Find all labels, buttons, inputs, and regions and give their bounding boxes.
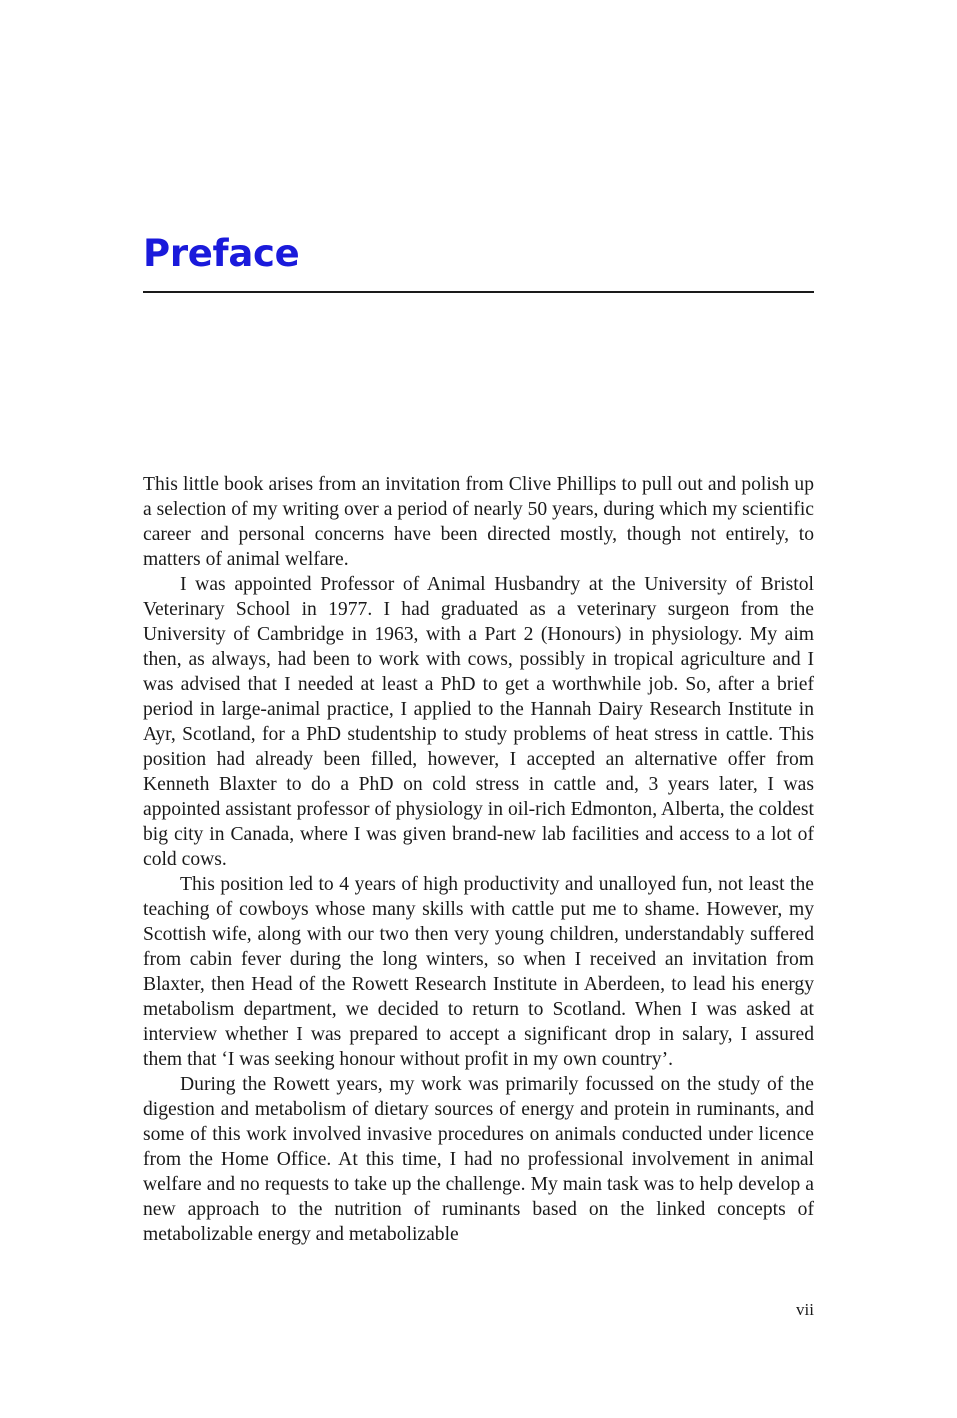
chapter-title: Preface <box>143 232 300 275</box>
paragraph: I was appointed Professor of Animal Husbandry at the University of Bristol Veterinary School in 1977. I had graduated as a veterinary surgeon from the University of Cambridge in 1963, with a Part 2 (Honours) in physiology. My aim then, as always, had been to work with cows, possibly in tropical agriculture and I was advised that I needed at least a PhD to get a worthwhile job. So, after a brief period in large-animal practice, I applied to the Hannah Dairy Research Institute in Ayr, Scotland, for a PhD studentship to study problems of heat stress in cattle. This position had already been filled, however, I accepted an alternative offer from Kenneth Blaxter to do a PhD on cold stress in cattle and, 3 years later, I was appointed assistant professor of physiology in oil-rich Edmonton, Alberta, the coldest big city in Canada, where I was given brand-new lab facilities and access to a lot of cold cows. <box>143 574 814 870</box>
body-text <box>143 472 814 1247</box>
paragraph: This position led to 4 years of high productivity and unalloyed fun, not least the teaching of cowboys whose many skills with cattle put me to shame. However, my Scottish wife, along with our two then very young children, understandably suffered from cabin fever during the long winters, so when I received an invitation from Blaxter, then Head of the Rowett Research Institute in Aberdeen, to lead his energy metabolism department, we decided to return to Scotland. When I was asked at interview whether I was prepared to accept a significant drop in salary, I assured them that ‘I was seeking honour without profit in my own country’. <box>143 874 814 1070</box>
title-rule <box>143 291 814 293</box>
paragraph: During the Rowett years, my work was primarily focussed on the study of the digestion and metabolism of dietary sources of energy and protein in ruminants, and some of this work involved invasive procedures on animals conducted under licence from the Home Office. At this time, I had no professional involvement in animal welfare and no requests to take up the challenge. My main task was to help develop a new approach to the nutrition of ruminants based on the linked concepts of metabolizable energy and metabolizable <box>143 1074 814 1245</box>
paragraph: This little book arises from an invitation from Clive Phillips to pull out and polish up a selection of my writing over a period of nearly 50 years, during which my scientific career and personal concerns have been directed mostly, though not entirely, to matters of animal welfare. <box>143 474 814 570</box>
book-page <box>143 0 814 1418</box>
page-number: vii <box>796 1300 814 1319</box>
